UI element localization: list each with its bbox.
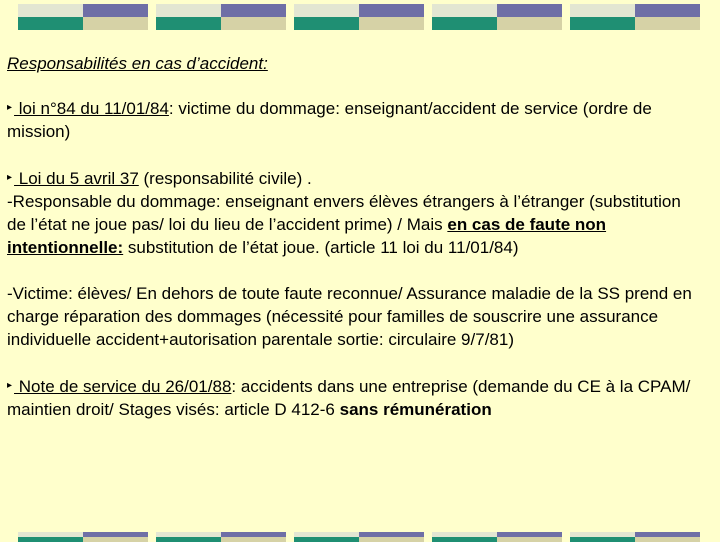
substitution-text: substitution de l’état joue. (article 11 loi du 11/01/84)	[123, 238, 519, 257]
bullet-icon: ▸	[7, 380, 13, 391]
decorative-tile	[18, 532, 148, 542]
paragraph-loi-37	[7, 166, 697, 259]
paragraph-victime: -Victime: élèves/ En dehors de toute faute reconnue/ Assurance maladie de la SS prend en charge réparation des dommages (nécessité pour familles de souscrire une assurance individuelle accident+autorisation parentale sortie: circulaire 9/7/81)	[7, 284, 692, 349]
loi-37-link[interactable]: Loi du 5 avril 37	[14, 169, 139, 188]
tile-quadrant	[221, 4, 286, 17]
tile-quadrant	[294, 17, 359, 30]
bullet-icon: ▸	[7, 172, 13, 183]
tile-quadrant	[294, 4, 359, 17]
paragraph-loi-84	[7, 96, 697, 143]
tile-quadrant	[18, 17, 83, 30]
decorative-tile	[156, 4, 286, 30]
sans-remuneration-bold: sans rémunération	[339, 400, 492, 419]
bottom-decorative-band	[0, 532, 720, 542]
tile-quadrant	[359, 17, 424, 30]
tile-quadrant	[359, 4, 424, 17]
faute-emphasis: en cas de faute non intentionnelle:	[7, 215, 607, 257]
tile-quadrant	[570, 17, 635, 30]
tile-quadrant	[221, 17, 286, 30]
tile-quadrant	[570, 4, 635, 17]
tile-quadrant	[156, 4, 221, 17]
decorative-tile	[18, 4, 148, 30]
bullet-icon: ▸	[7, 102, 13, 113]
decorative-tile	[432, 532, 562, 542]
tile-quadrant	[497, 4, 562, 17]
tile-quadrant	[432, 4, 497, 17]
top-decorative-band	[0, 4, 720, 34]
decorative-tile	[570, 4, 700, 30]
tile-quadrant	[432, 17, 497, 30]
tile-quadrant	[18, 4, 83, 17]
loi-84-text: : victime du dommage: enseignant/accident de service (ordre de mission)	[7, 99, 652, 141]
loi-37-text: (responsabilité civile) .	[138, 169, 312, 188]
tile-quadrant	[156, 17, 221, 30]
tile-quadrant	[497, 17, 562, 30]
note-service-text: : accidents dans une entreprise (demande du CE à la CPAM/ maintien droit/ Stages visés: article D 412-6	[7, 377, 691, 419]
decorative-tile	[294, 532, 424, 542]
decorative-tile	[432, 4, 562, 30]
tile-quadrant	[635, 4, 700, 17]
note-service-link[interactable]: Note de service du 26/01/88	[14, 377, 232, 396]
tile-quadrant	[83, 17, 148, 30]
decorative-tile	[156, 532, 286, 542]
decorative-tile	[570, 532, 700, 542]
tile-quadrant	[635, 17, 700, 30]
decorative-tile	[294, 4, 424, 30]
responsable-text: -Responsable du dommage: enseignant envers élèves étrangers à l’étranger (substitution de l’état ne joue pas/ loi du lieu de l’accident prime) / Mais	[7, 192, 681, 234]
slide-heading: Responsabilités en cas d’accident:	[7, 54, 268, 73]
tile-quadrant	[83, 4, 148, 17]
slide-body	[7, 52, 697, 421]
paragraph-note-service	[7, 374, 697, 421]
loi-84-link[interactable]: loi n°84 du 11/01/84	[14, 99, 169, 118]
